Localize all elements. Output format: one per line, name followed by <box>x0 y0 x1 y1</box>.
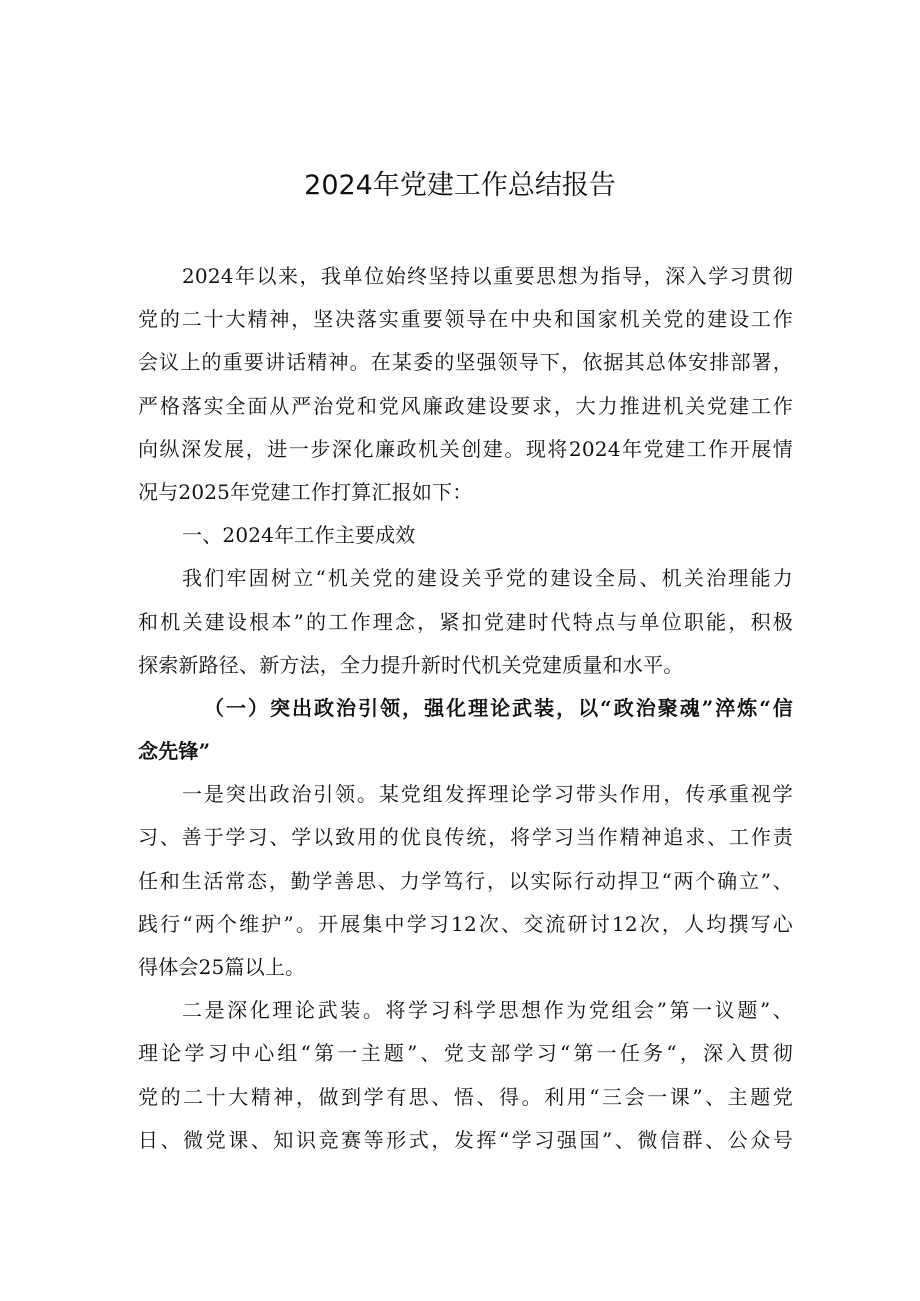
paragraph-line: 探索新路径、新方法，全力提升新时代机关党建质量和水平。 <box>138 652 684 677</box>
paragraph-line: 向纵深发展，进一步深化廉政机关创建。现将2024年党建工作开展情 <box>138 436 793 461</box>
paragraph-line: 党的二十大精神，坚决落实重要领导在中央和国家机关党的建设工作 <box>138 307 793 332</box>
intro-paragraph <box>138 255 793 514</box>
paragraph-line: 理论学习中心组“第一主题”、党支部学习“第一任务“，深入贯彻 <box>138 1041 793 1066</box>
paragraph-line: 2024年以来，我单位始终坚持以重要思想为指导，深入学习贯彻 <box>182 264 793 288</box>
subsection-heading-line: 念先锋” <box>138 739 211 764</box>
point-one-paragraph <box>138 773 793 989</box>
paragraph-line: 我们牢固树立“机关党的建设关乎党的建设全局、机关治理能力 <box>182 566 793 591</box>
paragraph-line: 一是突出政治引领。某党组发挥理论学习带头作用，传承重视学 <box>182 782 793 807</box>
paragraph-line: 二是深化理论武装。将学习科学思想作为党组会”第一议题”、 <box>182 998 793 1023</box>
paragraph-line: 得体会25篇以上。 <box>138 955 306 979</box>
paragraph-line: 日、微党课、知识竞赛等形式，发挥“学习强国”、微信群、公众号 <box>138 1127 793 1152</box>
paragraph-line: 况与2025年党建工作打算汇报如下： <box>138 479 473 504</box>
document-title: 2024年党建工作总结报告 <box>304 170 616 201</box>
subsection-heading <box>138 687 793 773</box>
section-heading: 一、2024年工作主要成效 <box>182 523 416 548</box>
subsection-heading-line: （一）突出政治引领，强化理论武装，以“政治聚魂”淬炼“信 <box>204 695 793 720</box>
paragraph-line: 任和生活常态，勤学善思、力学笃行，以实际行动捍卫“两个确立”、 <box>138 868 793 893</box>
point-two-paragraph <box>138 989 793 1162</box>
paragraph-line: 会议上的重要讲话精神。在某委的坚强领导下，依据其总体安排部署， <box>138 350 793 375</box>
section1-paragraph <box>138 557 793 687</box>
paragraph-line: 践行“两个维护”。开展集中学习12次、交流研讨12次，人均撰写心 <box>138 911 793 936</box>
paragraph-line: 党的二十大精神，做到学有思、悟、得。利用“三会一课”、主题党 <box>138 1084 793 1109</box>
paragraph-line: 严格落实全面从严治党和党风廉政建设要求，大力推进机关党建工作 <box>138 393 793 418</box>
document-body <box>138 255 793 1162</box>
paragraph-line: 和机关建设根本”的工作理念，紧扣党建时代特点与单位职能，积极 <box>138 609 793 634</box>
paragraph-line: 习、善于学习、学以致用的优良传统，将学习当作精神追求、工作责 <box>138 825 793 850</box>
